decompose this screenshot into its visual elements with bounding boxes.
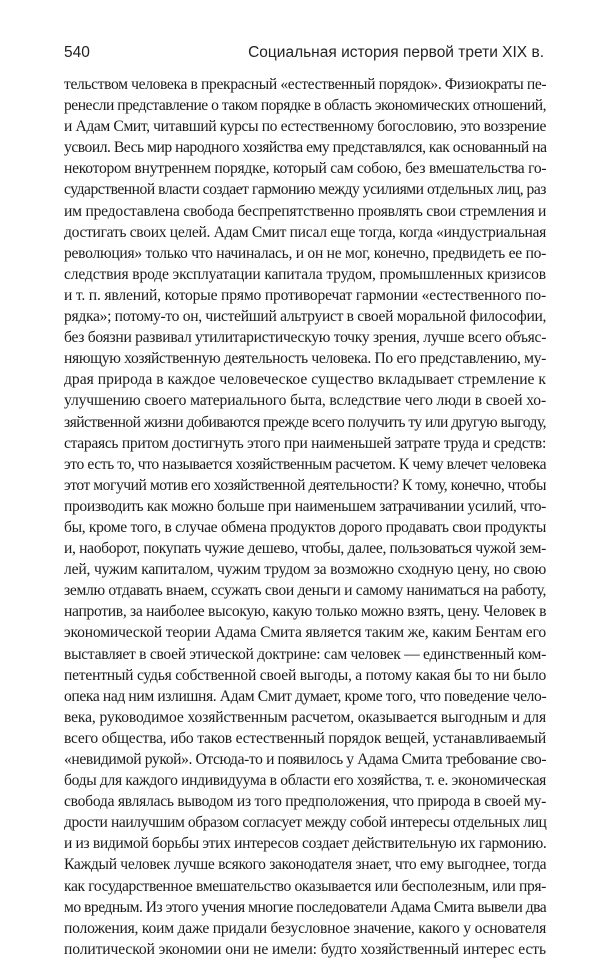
text-line: века, руководимое хозяйственным расчетом, оказывается выгодным и для [64,708,546,726]
text-line: некотором внутреннем порядке, который сам собою, без вмешательства го- [64,160,547,178]
text-line: лей, чужим капиталом, чужим трудом за возможно сходную цену, но свою [64,561,547,579]
text-line: политической экономии они не имели: будто хозяйственный интерес есть [64,940,546,958]
text-line: мо вредным. Из этого учения многие последователи Адама Смита вывели два [64,898,547,916]
text-line: ренесли представление о таком порядке в область экономических отношений, [64,97,546,115]
text-line: зяйственной жизни добиваются прежде всего получить ту или другую выгоду, [64,413,546,431]
running-header [64,44,544,62]
text-line: следствия вроде эксплуатации капитала трудом, промышленных кризисов [64,265,546,283]
text-line: революция» только что начиналась, и он не мог, конечно, предвидеть ее по- [64,244,547,262]
text-line: землю отдавать внаем, ссужать свои деньги и самому наниматься на работу, [64,582,547,600]
text-line: сударственной власти создает гармонию между усилиями отдельных лиц, раз [64,181,546,199]
text-line: как государственное вмешательство оказывается или бесполезным, или пря- [64,877,546,895]
text-line: Каждый человек лучше всякого законодателя знает, что ему выгоднее, тогда [64,856,547,874]
text-line: производить как можно больше при наименьшем затрачивании усилий, что- [64,497,546,515]
text-line: экономической теории Адама Смита является таким же, каким Бентам его [64,624,547,642]
text-line: стараясь притом достигнуть этого при наименьшей затрате труда и средств: [64,434,546,452]
text-line: достигать своих целей. Адам Смит писал еще тогда, когда «индустриальная [64,223,546,241]
text-line: и, наоборот, покупать чужие дешево, чтобы, далее, пользоваться чужой зем- [64,540,546,558]
text-line: выставляет в своей этической доктрине: сам человек — единственный ком- [64,645,546,663]
text-line: «невидимой рукой». Отсюда-то и появилось у Адама Смита требование сво- [64,751,547,768]
text-line: и т. п. явлений, которые прямо противоречат гармонии «естественного по- [64,286,546,304]
text-line: няющую хозяйственную деятельность человека. По его представлению, му- [64,350,546,368]
text-line: это есть то, что называется хозяйственным расчетом. К чему влечет человека [64,455,547,473]
text-line: и Адам Смит, читавший курсы по естественному богословию, это воззрение [64,118,547,136]
text-line: опека над ним излишня. Адам Смит думает, кроме того, что поведение чело- [64,687,547,705]
text-line: тельством человека в прекрасный «естественный порядок». Физиократы пе- [64,76,547,93]
text-line: свобода являлась выводом из того предположения, что природа в своей му- [64,793,547,811]
text-line: этот могучий мотив его хозяйственной деятельности? К тому, конечно, чтобы [64,476,547,494]
text-line: драя природа в каждое человеческое существо вкладывает стремление к [64,371,546,389]
running-title: Социальная история первой трети XIX в. [248,44,544,61]
text-line: боды для каждого индивидуума в области его хозяйства, т. е. экономическая [64,772,546,790]
text-line: им предоставлена свобода беспрепятственно проявлять свои стремления и [64,202,547,220]
text-line: положения, коим даже придали безусловное значение, какого у основателя [64,919,547,937]
text-line: без боязни развивал утилитаристическую точку зрения, лучше всего объяс- [64,329,547,347]
text-line: дрости наилучшим образом согласует между собой интересы отдельных лиц [64,814,547,832]
text-line: рядка»; потому-то он, чистейший альтруист в своей моральной философии, [64,308,547,326]
text-line: бы, кроме того, в случае обмена продуктов дорого продавать свои продукты [64,518,546,536]
text-line: улучшению своего материального быта, вследствие чего люди в своей хо- [64,392,546,410]
text-line: напротив, за наиболее высокую, какую только можно взять, цену. Человек в [64,603,547,621]
body-text [64,74,546,960]
text-line: усвоил. Весь мир народного хозяйства ему представлялся, как основанный на [64,139,547,157]
page-number: 540 [64,44,90,61]
text-line: петентный судья собственной своей выгоды, а потому какая бы то ни было [64,666,547,684]
text-line: и из видимой борьбы этих интересов создает действительную их гармонию. [64,835,547,853]
text-line: всего общества, ибо таков естественный порядок вещей, устанавливаемый [64,729,546,747]
